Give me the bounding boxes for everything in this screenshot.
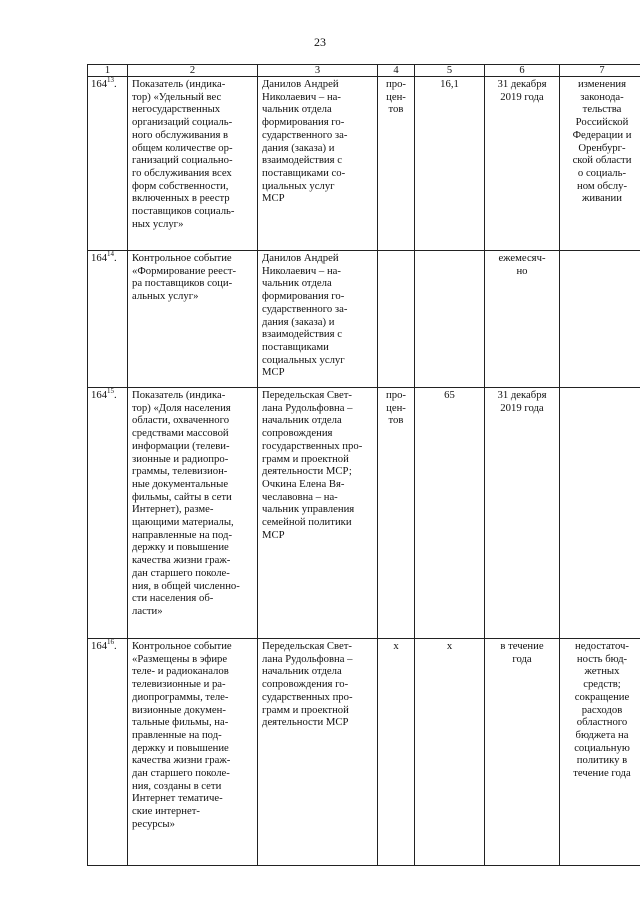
target-value: х [415,639,485,866]
row-number-sup: 16 [107,638,115,646]
deadline: 31 декабря 2019 года [485,77,560,251]
table-row [88,77,640,251]
unit [378,251,415,388]
row-number-suffix: . [114,252,117,264]
row-number [88,251,128,388]
responsible-person: Передельская Свет- лана Рудольфовна – начальник отдела сопровождения го- сударственных про- грамм и проектной деятельности МСР [258,639,378,866]
row-number-suffix: . [114,640,117,652]
header-col-6: 6 [485,65,560,77]
risk-note [560,388,640,639]
deadline: 31 декабря 2019 года [485,388,560,639]
indicator-name: Показатель (индика- тор) «Доля населения области, охваченного средствами массовой информации (телеви- зионные и радиопро- граммы, телевизион- ные документальные фильмы, сайты в сети Интернет), разме- щающими материалы, направленные на под- держку и повышение качества жизни граж- дан старшего поколе- ния, в общей численно- сти населения об- ласти» [128,388,258,639]
deadline: ежемесяч- но [485,251,560,388]
row-number-sup: 14 [107,250,115,258]
row-number-base: 164 [91,78,108,90]
responsible-person: Данилов Андрей Николаевич – на- чальник отдела формирования го- сударственного за- дания (заказа) и взаимодействия с поставщиками со- циальных услуг МСР [258,77,378,251]
row-number-base: 164 [91,252,108,264]
header-col-7: 7 [560,65,640,77]
page-number: 23 [314,35,326,49]
header-col-2: 2 [128,65,258,77]
responsible-person: Данилов Андрей Николаевич – на- чальник отдела формирования го- сударственного за- дания (заказа) и взаимодействия с поставщиками социальных услуг МСР [258,251,378,388]
unit: х [378,639,415,866]
row-number-base: 164 [91,389,108,401]
row-number [88,388,128,639]
deadline: в течение года [485,639,560,866]
risk-note [560,251,640,388]
indicator-name: Показатель (индика- тор) «Удельный вес негосударственных организаций социаль- ного обслуживания в общем количестве ор- ганизаций социально- го обслуживания всех форм собственности, включенных в реестр поставщиков социаль- ных услуг» [128,77,258,251]
header-col-5: 5 [415,65,485,77]
target-value: 65 [415,388,485,639]
table-row [88,388,640,639]
row-number-sup: 13 [107,76,115,84]
program-table [87,64,640,866]
row-number-suffix: . [114,78,117,90]
unit: про- цен- тов [378,388,415,639]
table-row [88,251,640,388]
row-number [88,77,128,251]
row-number-base: 164 [91,640,108,652]
target-value [415,251,485,388]
unit: про- цен- тов [378,77,415,251]
row-number [88,639,128,866]
header-col-4: 4 [378,65,415,77]
table-header-row [88,65,640,77]
target-value: 16,1 [415,77,485,251]
header-col-1: 1 [88,65,128,77]
indicator-name: Контрольное событие «Формирование реест- ра поставщиков соци- альных услуг» [128,251,258,388]
row-number-suffix: . [114,389,117,401]
risk-note: изменения законода- тельства Российской Федерации и Оренбург- ской области о социаль- ном обслу- живании [560,77,640,251]
table-row [88,639,640,866]
risk-note: недостаточ- ность бюд- жетных средств; сокращение расходов областного бюджета на социальную политику в течение года [560,639,640,866]
header-col-3: 3 [258,65,378,77]
indicator-name: Контрольное событие «Размещены в эфире теле- и радиоканалов телевизионные и ра- диопрограммы, теле- визионные докумен- тальные фильмы, на- правленные на под- держку и повышение качества жизни граж- дан старшего поколе- ния, созданы в сети Интернет тематиче- ские интернет- ресурсы» [128,639,258,866]
row-number-sup: 15 [107,387,115,395]
responsible-person: Передельская Свет- лана Рудольфовна – начальник отдела сопровождения государственных про- грамм и проектной деятельности МСР; Очкина Елена Вя- чеславовна – на- чальник управления семейной политики МСР [258,388,378,639]
